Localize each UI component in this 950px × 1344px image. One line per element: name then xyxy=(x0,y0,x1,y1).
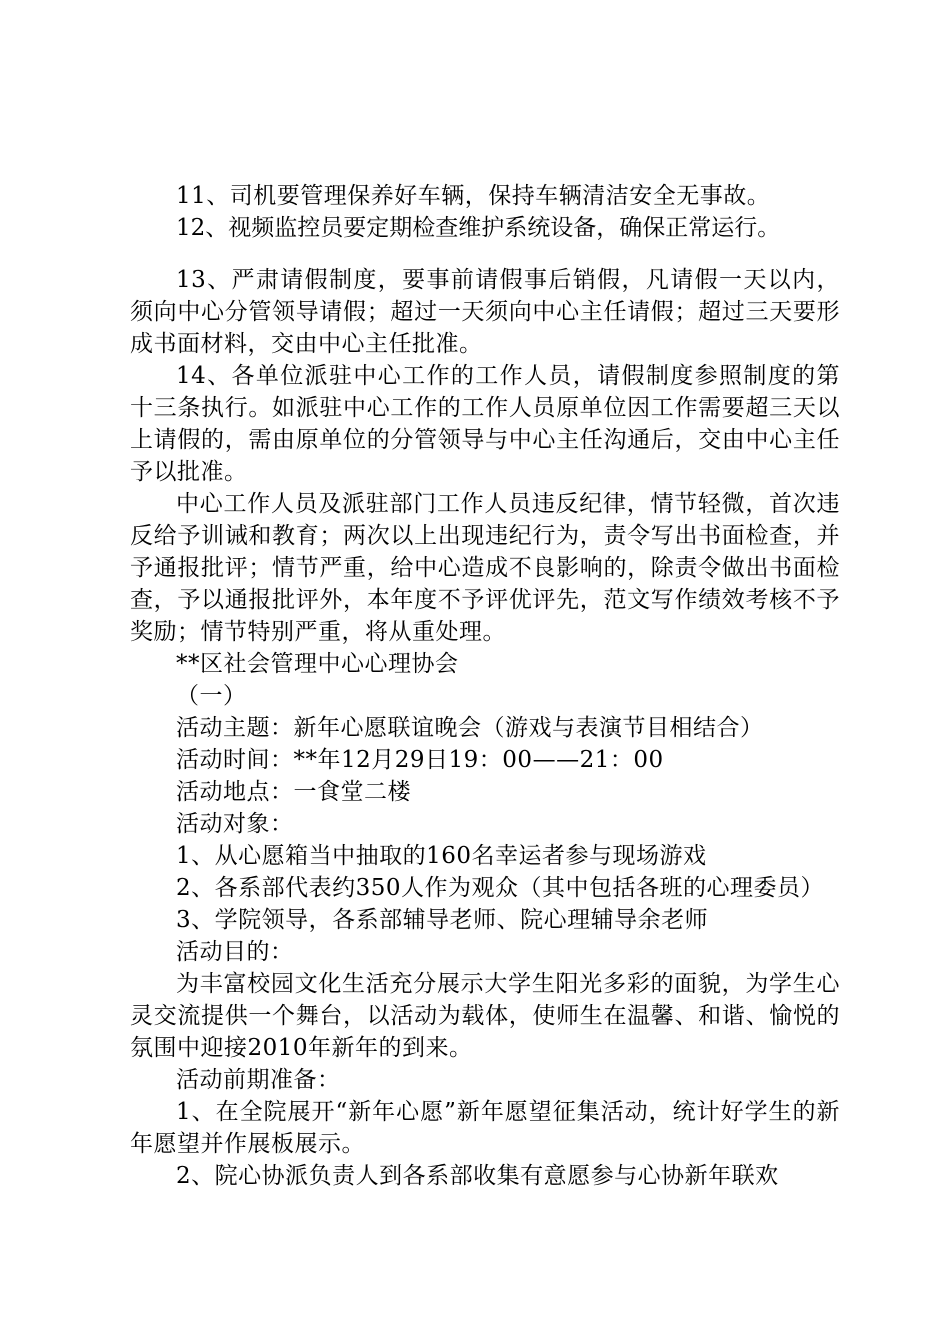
paragraph-purpose-text: 为丰富校园文化生活充分展示大学生阳光多彩的面貌，为学生心灵交流提供一个舞台，以活动为载体，使师生在温馨、和谐、愉悦的氛围中迎接2010年新年的到来。 xyxy=(130,971,840,1061)
paragraph-activity-time: 活动时间：**年12月29日19：00——21：00 xyxy=(176,747,664,773)
paragraph-preparation-2: 2、院心协派负责人到各系部收集有意愿参与心协新年联欢 xyxy=(176,1163,779,1189)
paragraph-rule-11: 11、司机要管理保养好车辆，保持车辆清洁安全无事故。 xyxy=(176,183,771,209)
paragraph-rule-14: 14、各单位派驻中心工作的工作人员，请假制度参照制度的第十三条执行。如派驻中心工作的工作人员原单位因工作需要超三天以上请假的，需由原单位的分管领导与中心主任沟通后，交由中心主任予以批准。 xyxy=(130,363,840,485)
paragraph-discipline: 中心工作人员及派驻部门工作人员违反纪律，情节轻微，首次违反给予训诫和教育；两次以上出现违纪行为，责令写出书面检查，并予通报批评；情节严重，给中心造成不良影响的，除责令做出书面检查，予以通报批评外，本年度不予评优评先，范文写作绩效考核不予奖励；情节特别严重，将从重处理。 xyxy=(130,491,840,645)
paragraph-activity-location: 活动地点：一食堂二楼 xyxy=(176,779,411,805)
document-body xyxy=(130,180,840,1192)
paragraph-activity-theme: 活动主题：新年心愿联谊晚会（游戏与表演节目相结合） xyxy=(176,715,764,741)
paragraph-section-one: （一） xyxy=(176,683,247,709)
paragraph-rule-13: 13、严肃请假制度，要事前请假事后销假，凡请假一天以内，须向中心分管领导请假；超过一天须向中心主任请假；超过三天要形成书面材料，交由中心主任批准。 xyxy=(130,267,840,357)
paragraph-audience-1: 1、从心愿箱当中抽取的160名幸运者参与现场游戏 xyxy=(176,843,707,869)
paragraph-audience-3: 3、学院领导，各系部辅导老师、院心理辅导余老师 xyxy=(176,907,709,933)
paragraph-organization: **区社会管理中心心理协会 xyxy=(176,651,459,677)
paragraph-preparation-1: 1、在全院展开“新年心愿”新年愿望征集活动，统计好学生的新年愿望并作展板展示。 xyxy=(130,1099,840,1157)
paragraph-audience-2: 2、各系部代表约350人作为观众（其中包括各班的心理委员） xyxy=(176,875,825,901)
paragraph-rule-12: 12、视频监控员要定期检查维护系统设备，确保正常运行。 xyxy=(176,215,781,241)
paragraph-activity-audience: 活动对象： xyxy=(176,811,294,837)
paragraph-preparation: 活动前期准备： xyxy=(176,1067,341,1093)
paragraph-activity-purpose: 活动目的： xyxy=(176,939,294,965)
